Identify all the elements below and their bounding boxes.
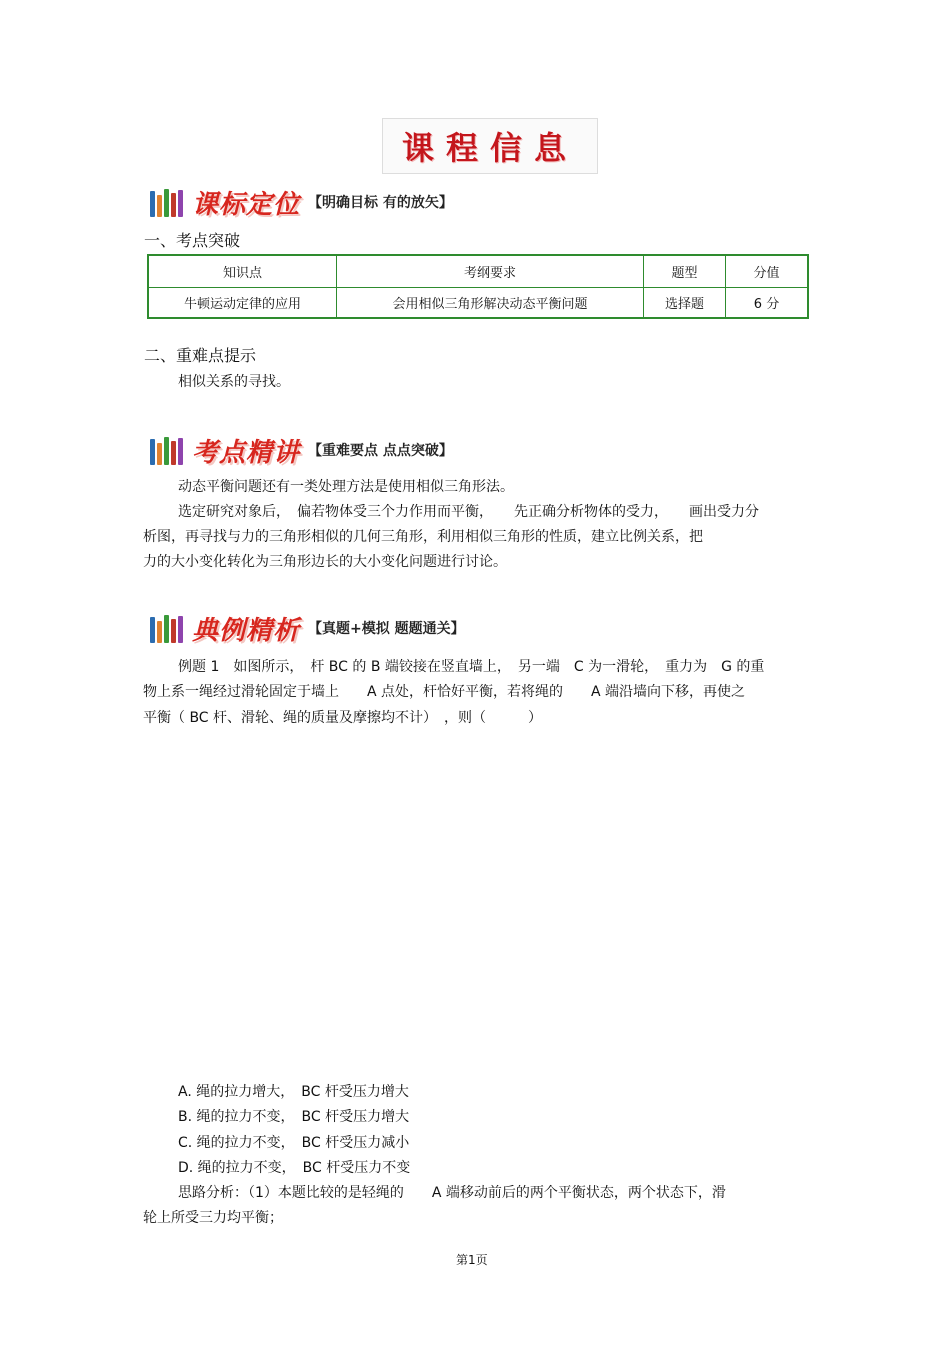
example-text: 物上系一绳经过滑轮固定于墙上 A 点处，杆恰好平衡，若将绳的 A 端沿墙向下移，再使之 <box>143 684 746 700</box>
table-cell: 会用相似三角形解决动态平衡问题 <box>337 287 644 318</box>
option-b: B. 绳的拉力不变， BC 杆受压力增大 <box>178 1109 410 1125</box>
table-header-cell: 考纲要求 <box>337 255 644 287</box>
paragraph: 力的大小变化转化为三角形边长的大小变化问题进行讨论。 <box>143 554 507 570</box>
option-a: A. 绳的拉力增大， BC 杆受压力增大 <box>178 1084 409 1100</box>
section-header-kebiao <box>150 186 453 218</box>
option-d: D. 绳的拉力不变， BC 杆受压力不变 <box>178 1160 411 1176</box>
section-title: 典例精析 <box>192 615 301 646</box>
analysis-text: 思路分析：（1）本题比较的是轻绳的 A 端移动前后的两个平衡状态，两个状态下，滑 <box>178 1185 726 1201</box>
books-icon <box>150 187 184 217</box>
table-header-cell: 题型 <box>644 255 726 287</box>
table-header-cell: 分值 <box>726 255 809 287</box>
course-info-banner <box>382 118 598 174</box>
table-cell: 选择题 <box>644 287 726 318</box>
zhongnan-text: 相似关系的寻找。 <box>178 374 290 390</box>
section-title: 课标定位 <box>192 189 301 220</box>
kaodian-heading: 一、考点突破 <box>144 231 241 250</box>
table-cell: 6 分 <box>726 287 809 318</box>
section-header-dianli <box>150 612 465 644</box>
zhongnan-heading: 二、重难点提示 <box>144 346 257 365</box>
books-icon <box>150 435 184 465</box>
section-subtitle: 【真题+模拟 题题通关】 <box>308 621 465 637</box>
table-header-row <box>148 255 808 287</box>
table-header-cell: 知识点 <box>148 255 337 287</box>
table-cell: 牛顿运动定律的应用 <box>148 287 337 318</box>
section-subtitle: 【明确目标 有的放矢】 <box>308 195 453 211</box>
paragraph: 析图，再寻找与力的三角形相似的几何三角形，利用相似三角形的性质，建立比例关系，把 <box>143 529 703 545</box>
example-text: 例题 1 如图所示， 杆 BC 的 B 端铰接在竖直墙上， 另一端 C 为一滑轮， 重力为 G 的重 <box>178 659 765 675</box>
section-header-kaodian <box>150 434 453 466</box>
banner-title: 课程信息 <box>401 129 578 167</box>
section-title: 考点精讲 <box>192 437 301 468</box>
table-row <box>148 287 808 318</box>
option-c: C. 绳的拉力不变， BC 杆受压力减小 <box>178 1135 410 1151</box>
page-number: 第1页 <box>456 1253 488 1267</box>
section-subtitle: 【重难要点 点点突破】 <box>308 443 453 459</box>
kaodian-table <box>147 254 809 319</box>
paragraph: 选定研究对象后， 偏若物体受三个力作用而平衡， 先正确分析物体的受力， 画出受力分 <box>178 504 759 520</box>
books-icon <box>150 613 184 643</box>
example-text: 平衡（ BC 杆、滑轮、绳的质量及摩擦均不计） ，则（ ） <box>143 710 543 726</box>
analysis-text: 轮上所受三力均平衡； <box>143 1210 283 1226</box>
paragraph: 动态平衡问题还有一类处理方法是使用相似三角形法。 <box>178 479 514 495</box>
